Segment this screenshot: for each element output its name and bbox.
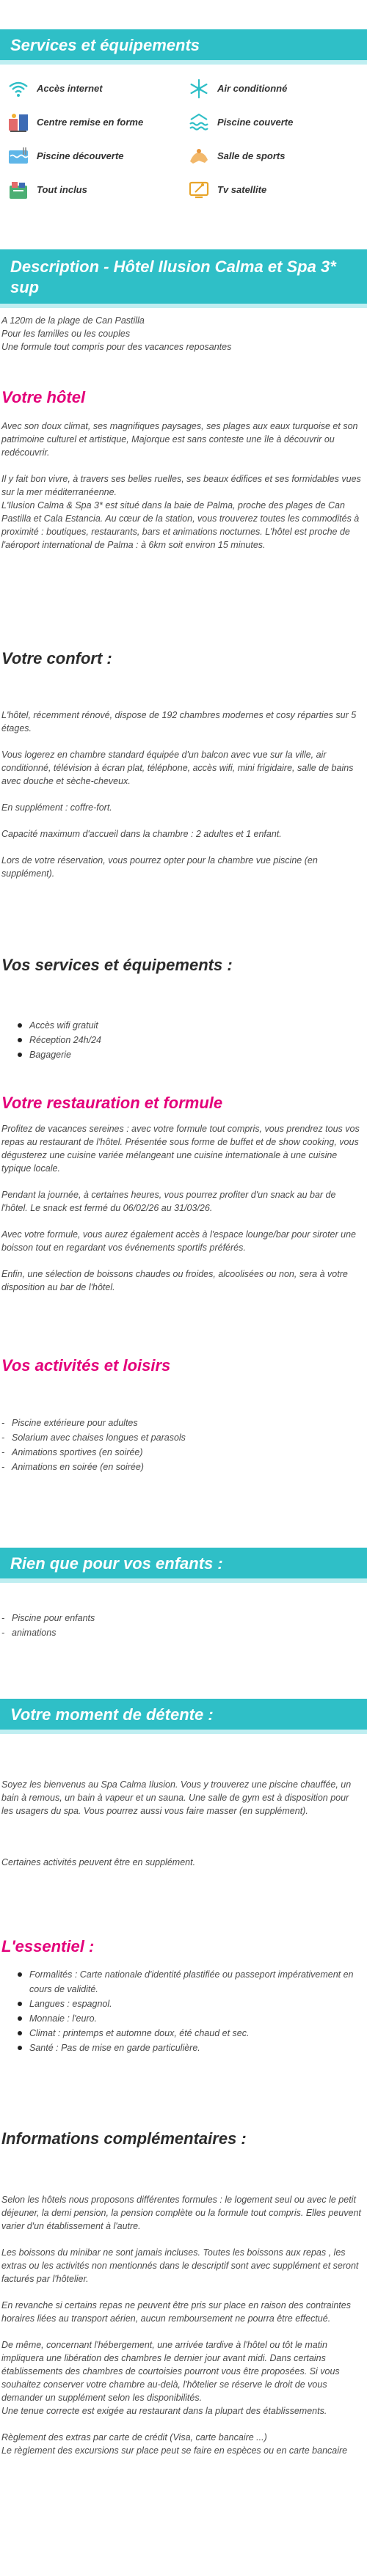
paragraph: Avec votre formule, vous aurez également accès à l'espace lounge/bar pour siroter une boisson tout en regardant vos événements sportifs préférés. (1, 1229, 356, 1253)
paragraph: Règlement des extras par carte de crédit (Visa, carte bancaire ...) (1, 2432, 267, 2443)
service-label: Salle de sports (217, 150, 286, 161)
essentials-list (0, 1967, 364, 2055)
paragraph: En revanche si certains repas ne peuvent être pris sur place en raison des contraintes horaires liées au transport aérien, aucun remboursement ne pourra être effectué. (1, 2300, 351, 2324)
service-label: Air conditionné (217, 83, 288, 94)
paragraph: Profitez de vacances sereines : avec votre formule tout compris, vous prendrez tous vos repas au restaurant de l'hôtel. Présentée sous forme de buffet et de show cooking, vous dégusterez une cuisine variée mélangeant une cuisine internationale à une cuisine typique locale. (1, 1124, 360, 1174)
section-heading: Votre restauration et formule (1, 1094, 223, 1112)
hotel-services-list (0, 1018, 364, 1062)
more-info-body (0, 2193, 364, 2457)
service-item-satellite-tv (186, 179, 367, 201)
paragraph: Lors de votre réservation, vous pourrez opter pour la chambre vue piscine (en supplément). (1, 855, 318, 879)
paragraph: Capacité maximum d'accueil dans la chambre : 2 adultes et 1 enfant. (1, 829, 282, 839)
services-grid (0, 65, 367, 201)
service-label: Piscine découverte (37, 150, 124, 161)
hotel-services-section (0, 955, 364, 976)
service-item-all-inclusive (6, 179, 186, 201)
list-item: - Animations en soirée (en soirée) (12, 1460, 364, 1474)
list-item: Monnaie : l'euro. (29, 2011, 364, 2026)
description-intro (0, 314, 364, 354)
service-label: Piscine couverte (217, 117, 294, 128)
section-heading: Informations complémentaires : (1, 2129, 247, 2148)
service-item-outdoor-pool (6, 145, 186, 167)
section-heading: L'essentiel : (1, 1937, 95, 1955)
paragraph: Il y fait bon vivre, à travers ses belles ruelles, ses beaux édifices et ses formidables vues sur la mer méditerranéenne. (1, 474, 361, 497)
section-heading: Votre hôtel (1, 388, 86, 406)
service-item-gym (186, 145, 367, 167)
satellite-tv-icon (186, 179, 211, 201)
relax-section (0, 1699, 367, 1734)
intro-line: Pour les familles ou les couples (1, 329, 131, 339)
services-section (0, 29, 367, 201)
kids-banner: Rien que pour vos enfants : (0, 1548, 367, 1583)
list-item: Accès wifi gratuit (29, 1018, 364, 1033)
list-item: Réception 24h/24 (29, 1033, 364, 1047)
list-item: Bagagerie (29, 1047, 364, 1062)
paragraph: L'hôtel, récemment rénové, dispose de 192 chambres modernes et cosy réparties sur 5 étages. (1, 710, 357, 733)
intro-line: A 120m de la plage de Can Pastilla (1, 315, 145, 326)
paragraph: Les boissons du minibar ne sont jamais incluses. Toutes les boissons aux repas , les extras ou les activités non mentionnés dans le descriptif sont avec supplément et seront facturés par l'hôtelier. (1, 2247, 359, 2284)
wifi-icon (6, 78, 31, 100)
paragraph: En supplément : coffre-fort. (1, 802, 112, 813)
service-label: Tv satellite (217, 184, 267, 195)
section-heading: Vos services et équipements : (1, 956, 233, 974)
service-label: Accès internet (37, 83, 103, 94)
indoor-pool-icon (186, 111, 211, 133)
paragraph: Pendant la journée, à certaines heures, vous pourrez profiter d'un snack au bar de l'hôtel. Le snack est fermé du 06/02/26 au 31/03/26. (1, 1190, 336, 1213)
list-item: - animations (12, 1625, 364, 1640)
more-info-section (0, 2129, 364, 2149)
paragraph: Avec son doux climat, ses magnifiques paysages, ses plages aux eaux turquoise et son patrimoine culturel et artistique, Majorque est sans conteste une île à découvrir ou redécouvrir. (1, 421, 358, 458)
paragraph: Certaines activités peuvent être en supplément. (1, 1857, 196, 1867)
list-item: - Animations sportives (en soirée) (12, 1445, 364, 1460)
service-label: Tout inclus (37, 184, 87, 195)
fitness-icon (6, 111, 31, 133)
section-heading: Vos activités et loisirs (1, 1356, 171, 1375)
service-item-fitness (6, 111, 186, 133)
comfort-section (0, 648, 364, 669)
paragraph: Une tenue correcte est exigée au restaurant dans la plupart des établissements. (1, 2406, 327, 2416)
paragraph: L'Ilusion Calma & Spa 3* est situé dans la baie de Palma, proche des plages de Can Pastilla et Cala Estancia. Au cœur de la station, vous trouverez toutes les commodités à proximité : boutiques, restaurants, bars et animations nocturnes. L'hôtel est proche de l'aéroport international de Palma : à 6km soit environ 15 minutes. (1, 500, 360, 550)
paragraph: De même, concernant l'hébergement, une arrivée tardive à l'hôtel ou tôt le matin impliquera une libération des chambres le dernier jour avant midi. Dans certains établissements des chambres de courtoisies pourront vous être proposées. Si vous souhaitez conserver votre chambre au-delà, l'hôtelier se réserve le droit de vous demander un supplément selon les disponibilités. (1, 2340, 340, 2403)
essentials-section (0, 1936, 364, 1957)
gym-icon (186, 145, 211, 167)
dining-section (0, 1093, 364, 1294)
list-item: - Solarium avec chaises longues et parasols (12, 1430, 364, 1445)
comfort-body (0, 709, 364, 880)
hotel-section (0, 387, 364, 552)
snowflake-icon (186, 78, 211, 100)
paragraph: Le règlement des excursions sur place peut se faire en espèces ou en carte bancaire (1, 2445, 348, 2456)
service-item-internet (6, 78, 186, 100)
list-item: Santé : Pas de mise en garde particulière. (29, 2041, 364, 2055)
paragraph: Vous logerez en chambre standard équipée d'un balcon avec vue sur la ville, air conditionné, télévision à écran plat, téléphone, accès wifi, mini frigidaire, salle de bains avec douche et sèche-cheveux. (1, 750, 354, 786)
service-item-indoor-pool (186, 111, 367, 133)
services-banner: Services et équipements (0, 29, 367, 65)
intro-line: Une formule tout compris pour des vacances reposantes (1, 342, 232, 352)
list-item: - Piscine pour enfants (12, 1611, 364, 1625)
paragraph: Selon les hôtels nous proposons différentes formules : le logement seul ou avec le petit déjeuner, la demi pension, la pension complète ou la formule tout compris. Elles peuvent varier d'un établissement à l'autre. (1, 2195, 361, 2231)
relax-banner: Votre moment de détente : (0, 1699, 367, 1734)
activities-list (0, 1416, 364, 1474)
section-heading: Votre confort : (1, 649, 112, 667)
relax-body (0, 1778, 364, 1869)
service-item-air-conditioning (186, 78, 367, 100)
all-inclusive-icon (6, 179, 31, 201)
list-item: Climat : printemps et automne doux, été chaud et sec. (29, 2026, 364, 2041)
list-item: - Piscine extérieure pour adultes (12, 1416, 364, 1430)
kids-section (0, 1548, 367, 1583)
list-item: Langues : espagnol. (29, 1997, 364, 2011)
activities-section (0, 1355, 364, 1376)
kids-list (0, 1611, 364, 1640)
description-banner: Description - Hôtel Ilusion Calma et Spa 3* sup (0, 249, 367, 308)
paragraph: Enfin, une sélection de boissons chaudes ou froides, alcoolisées ou non, sera à votre disposition au bar de l'hôtel. (1, 1269, 348, 1292)
service-label: Centre remise en forme (37, 117, 144, 128)
outdoor-pool-icon (6, 145, 31, 167)
description-section (0, 249, 367, 308)
list-item: Formalités : Carte nationale d'identité plastifiée ou passeport impérativement en cours de validité. (29, 1967, 364, 1997)
paragraph: Soyez les bienvenus au Spa Calma Ilusion. Vous y trouverez une piscine chauffée, un bain à remous, un bain à vapeur et un sauna. Une salle de gym est à disposition pour les usagers du spa. Vous pourrez aussi vous faire masser (en supplément). (1, 1779, 352, 1816)
